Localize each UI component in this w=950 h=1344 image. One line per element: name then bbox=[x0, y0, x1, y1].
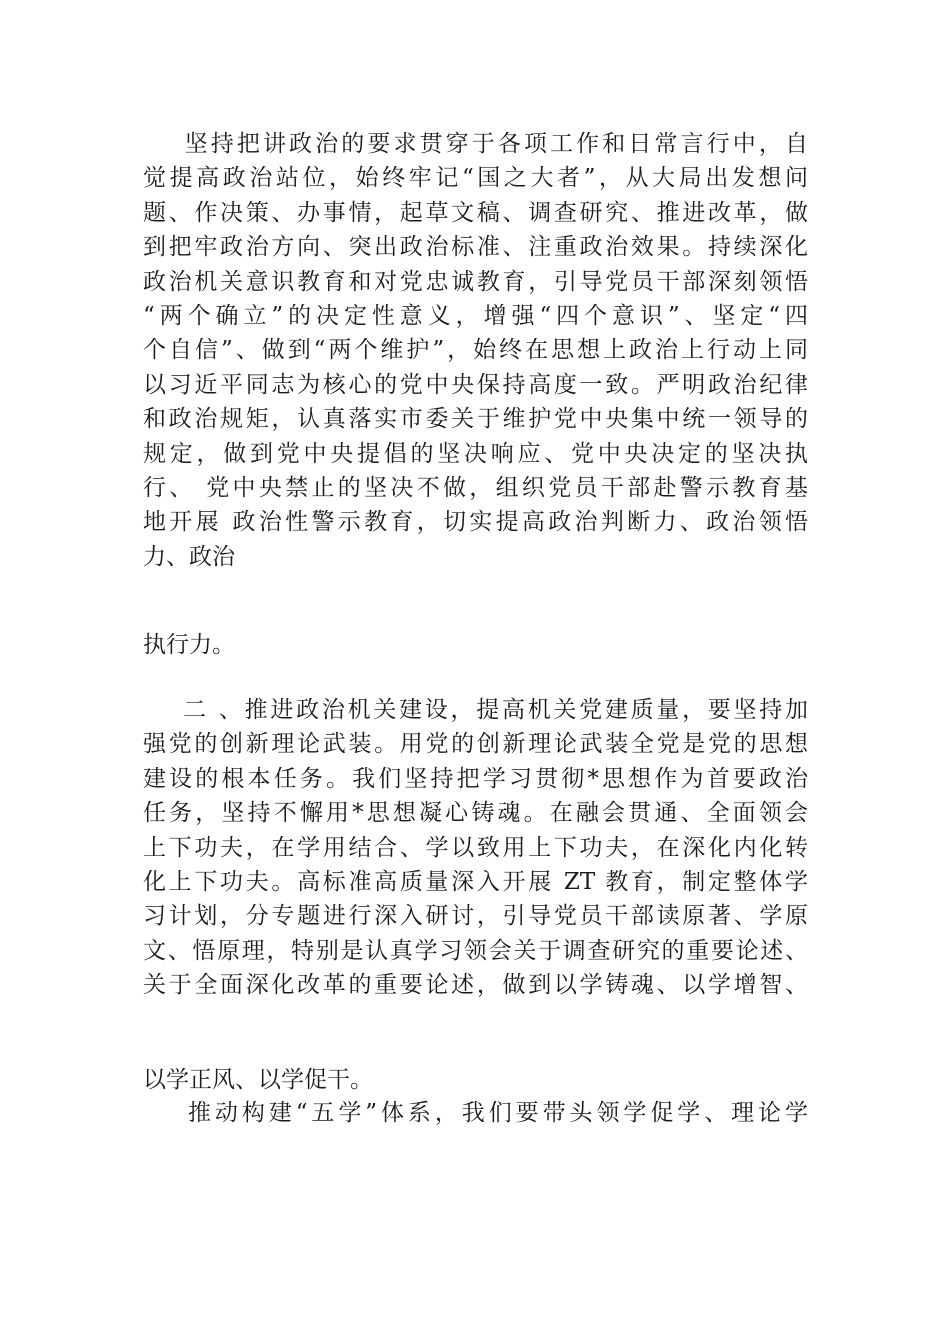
text-line: 和政治规矩，认真落实市委关于维护党中央集中统一领导的 bbox=[143, 406, 808, 433]
text-line: 地开展 政治性警示教育，切实提高政治判断力、政治领悟 bbox=[143, 509, 808, 536]
text-line: 坚持把讲政治的要求贯穿于各项工作和日常言行中，自 bbox=[143, 131, 808, 157]
text-line: 到把牢政治方向、突出政治标准、注重政治效果。持续深化 bbox=[143, 234, 808, 261]
paragraph-study-conclusion bbox=[143, 1063, 808, 1097]
paragraph-five-study-system bbox=[143, 1096, 808, 1130]
text-line: 力、政治 bbox=[143, 543, 235, 570]
text-line: 强党的创新理论武装。用党的创新理论武装全党是党的思想 bbox=[143, 731, 808, 758]
paragraph-party-building bbox=[143, 693, 808, 1003]
text-line: 题、作决策、办事情，起草文稿、调查研究、推进改革，做 bbox=[143, 199, 808, 226]
text-line: 建设的根本任务。我们坚持把学习贯彻*思想作为首要政治 bbox=[143, 765, 808, 792]
text-line: 政治机关意识教育和对党忠诚教育，引导党员干部深刻领悟 bbox=[143, 268, 808, 295]
text-line: 规定，做到党中央提倡的坚决响应、党中央决定的坚决执 bbox=[143, 440, 808, 467]
text-line: 任务，坚持不懈用*思想凝心铸魂。在融会贯通、全面领会 bbox=[143, 800, 808, 827]
text-line: 以学正风、以学促干。 bbox=[143, 1067, 373, 1093]
text-line: 以习近平同志为核心的党中央保持高度一致。严明政治纪律 bbox=[143, 371, 808, 398]
text-line: 文、悟原理，特别是认真学习领会关于调查研究的重要论述、 bbox=[143, 937, 808, 964]
text-line: 上下功夫，在学用结合、学以致用上下功夫，在深化内化转 bbox=[143, 834, 808, 861]
paragraph-execution-ability bbox=[143, 628, 808, 662]
text-line: 觉提高政治站位，始终牢记“国之大者”，从大局出发想问 bbox=[143, 165, 808, 192]
text-line: 推动构建“五学”体系，我们要带头领学促学、理论学 bbox=[143, 1100, 808, 1126]
text-line: 二 、推进政治机关建设，提高机关党建质量，要坚持加 bbox=[143, 697, 808, 723]
text-line: 习计划，分专题进行深入研讨，引导党员干部读原著、学原 bbox=[143, 903, 808, 930]
text-line: 关于全面深化改革的重要论述，做到以学铸魂、以学增智、 bbox=[143, 972, 808, 999]
text-line: 执行力。 bbox=[143, 632, 235, 658]
paragraph-political-stance bbox=[143, 127, 808, 574]
text-line: 个自信”、做到“两个维护”，始终在思想上政治上行动上同 bbox=[143, 337, 808, 364]
text-line: 化上下功夫。高标准高质量深入开展 ZT 教育，制定整体学 bbox=[143, 868, 808, 895]
text-line: 行、 党中央禁止的坚决不做，组织党员干部赴警示教育基 bbox=[143, 474, 808, 501]
text-line: “两个确立”的决定性意义，增强“四个意识”、坚定“四 bbox=[143, 302, 808, 329]
